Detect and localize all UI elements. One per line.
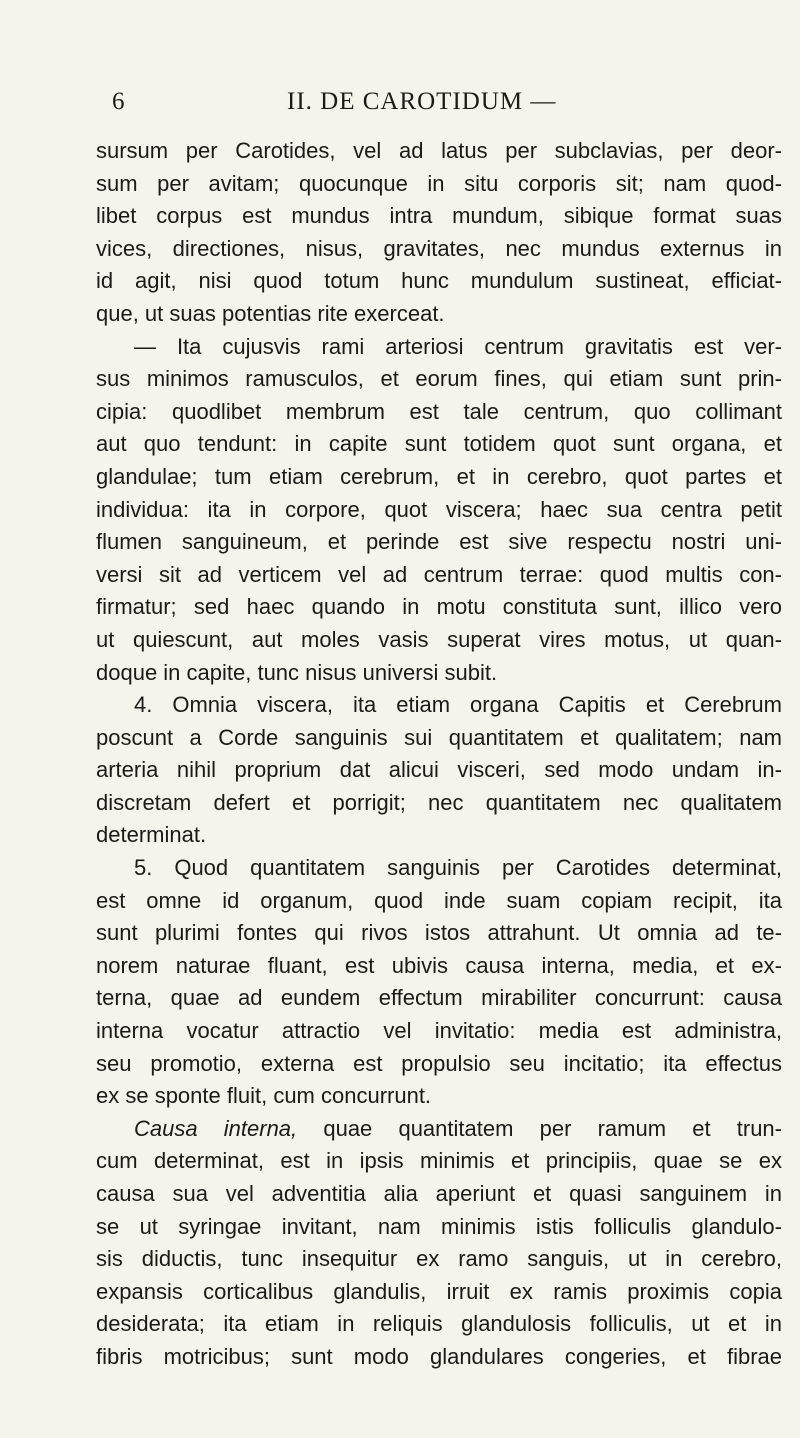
text-line: 4. Omnia viscera, ita etiam organa Capitis et Cerebrum <box>134 692 782 718</box>
text-line: expansis corticalibus glandulis, irruit ex ramis proximis copia <box>96 1278 782 1304</box>
text-line: causa sua vel adventitia alia aperiunt et quasi sanguinem in <box>96 1181 782 1206</box>
text-line: id agit, nisi quod totum hunc mundulum sustineat, efficiat- <box>96 268 782 294</box>
text-line: 5. Quod quantitatem sanguinis per Carotides determinat, <box>134 855 782 881</box>
text-line: sursum per Carotides, vel ad latus per subclavias, per deor- <box>96 138 782 163</box>
text-line: vices, directiones, nisus, gravitates, nec mundus externus in <box>96 235 782 261</box>
text-line: aut quo tendunt: in capite sunt totidem quot sunt organa, et <box>96 431 782 457</box>
text-line: individua: ita in corpore, quot viscera; haec sua centra petit <box>96 496 782 522</box>
page-number: 6 <box>112 88 126 115</box>
text-line: se ut syringae invitant, nam minimis istis folliculis glandulo- <box>96 1213 782 1239</box>
text-line: discretam defert et porrigit; nec quantitatem nec qualitatem <box>96 789 782 815</box>
text-line: — Ita cujusvis rami arteriosi centrum gravitatis est ver- <box>134 333 782 359</box>
text-line: seu promotio, externa est propulsio seu incitatio; ita effectus <box>96 1050 782 1076</box>
text-line: cum determinat, est in ipsis minimis et principiis, quae se ex <box>96 1148 782 1174</box>
text-line: determinat. <box>96 822 207 848</box>
text-line: que, ut suas potentias rite exerceat. <box>96 300 445 326</box>
text-line: terna, quae ad eundem effectum mirabiliter concurrunt: causa <box>96 985 782 1011</box>
text-line-with-italic <box>96 1113 782 1146</box>
text-line: interna vocatur attractio vel invitatio: media est administra, <box>96 1018 782 1044</box>
text-line: sunt plurimi fontes qui rivos istos attrahunt. Ut omnia ad te- <box>96 920 782 946</box>
text-line: doque in capite, tunc nisus universi subit. <box>96 659 498 685</box>
text-line: firmatur; sed haec quando in motu constituta sunt, illico vero <box>96 594 782 620</box>
text-line: norem naturae fluant, est ubivis causa interna, media, et ex- <box>96 952 782 978</box>
page-header <box>112 88 762 118</box>
italic-phrase: Causa interna, <box>134 1115 298 1141</box>
text-line: desiderata; ita etiam in reliquis glandulosis folliculis, ut et in <box>96 1311 782 1337</box>
text-line: est omne id organum, quod inde suam copiam recipit, ita <box>96 887 782 913</box>
text-line: flumen sanguineum, et perinde est sive respectu nostri uni- <box>96 529 782 555</box>
text-line: sis diductis, tunc insequitur ex ramo sanguis, ut in cerebro, <box>96 1246 782 1272</box>
text-line: cipia: quodlibet membrum est tale centrum, quo collimant <box>96 398 782 424</box>
text-line: glandulae; tum etiam cerebrum, et in cerebro, quot partes et <box>96 463 782 489</box>
text-line: ut quiescunt, aut moles vasis superat vires motus, ut quan- <box>96 626 782 652</box>
text-line: poscunt a Corde sanguinis sui quantitatem et qualitatem; nam <box>96 724 782 750</box>
text-line: fibris motricibus; sunt modo glandulares congeries, et fibrae <box>96 1343 782 1369</box>
text-line: sum per avitam; quocunque in situ corporis sit; nam quod- <box>96 170 782 196</box>
text-line: sus minimos ramusculos, et eorum fines, qui etiam sunt prin- <box>96 366 782 392</box>
text-line: versi sit ad verticem vel ad centrum terrae: quod multis con- <box>96 561 782 587</box>
body-text <box>96 135 782 1374</box>
text-line-rest: quae quantitatem per ramum et trun- <box>323 1115 782 1141</box>
text-line: ex se sponte fluit, cum concurrunt. <box>96 1083 432 1109</box>
text-line: arteria nihil proprium dat alicui visceri, sed modo undam in- <box>96 757 782 783</box>
running-head: II. DE CAROTIDUM — <box>287 88 557 115</box>
text-line: libet corpus est mundus intra mundum, sibique format suas <box>96 203 782 229</box>
